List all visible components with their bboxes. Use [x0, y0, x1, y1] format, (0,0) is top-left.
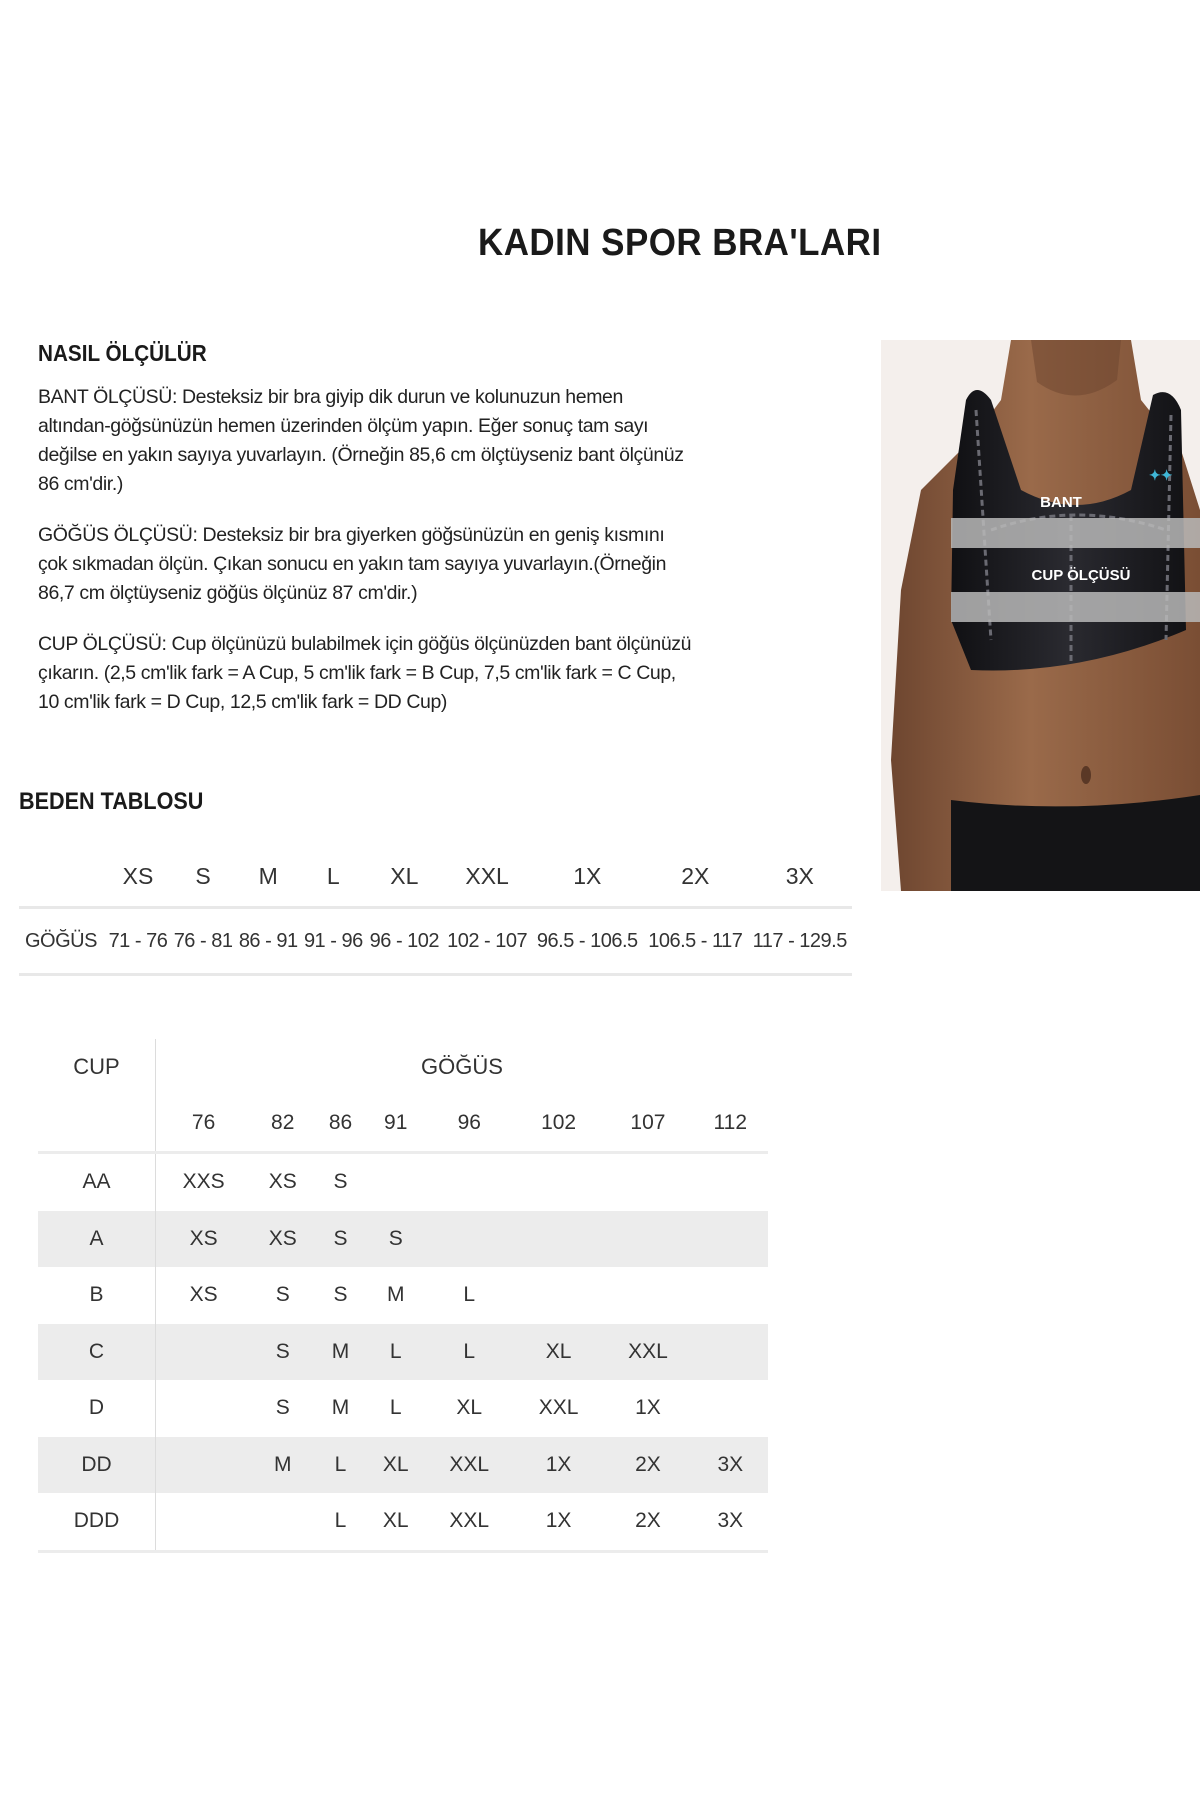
- size-header-cell: XXL: [465, 862, 509, 889]
- bust-measure-description: Desteksiz bir bra giyerken göğsünüzün en geniş kısmını çok sıkmadan ölçün. Çıkan sonucu en yakın tam sayıya yuvarlayın.(Örneğin 86,7 cm ölçtüyseniz göğüs ölçünüz 87 cm'dir.): [38, 524, 667, 604]
- cup-cell: M: [314, 1324, 367, 1381]
- size-row-label: GÖĞÜS: [19, 908, 105, 975]
- cup-cell: 2X: [603, 1437, 692, 1494]
- size-header-row: [19, 846, 852, 908]
- cup-cell: 1X: [514, 1437, 603, 1494]
- cup-measure-bar: [951, 592, 1200, 622]
- cup-cell: [693, 1267, 768, 1324]
- cup-header: CUP: [38, 1039, 156, 1095]
- size-header-cell: 3X: [785, 862, 814, 889]
- cup-row-aa: [38, 1153, 768, 1211]
- cup-cell: M: [386, 1283, 405, 1307]
- band-measure-bar: [951, 518, 1200, 548]
- cup-cell: S: [275, 1396, 290, 1420]
- cup-cell: [156, 1493, 252, 1551]
- size-value-cell: 96 - 102: [366, 908, 443, 975]
- cup-cell: 3X: [693, 1437, 768, 1494]
- bust-measure-text: [38, 521, 698, 608]
- cup-cell: [425, 1153, 514, 1211]
- cup-row-b: [38, 1267, 768, 1324]
- cup-label: DD: [38, 1437, 156, 1494]
- cup-row-a: [38, 1211, 768, 1268]
- cup-label: DDD: [38, 1493, 156, 1551]
- cup-cell: M: [251, 1437, 314, 1494]
- cup-row-c: [38, 1324, 768, 1381]
- cup-cell: XS: [251, 1211, 314, 1268]
- band-measure-label: BANT ÖLÇÜSÜ:: [38, 386, 177, 408]
- cup-cell: S: [367, 1211, 425, 1268]
- cup-cell: [425, 1211, 514, 1268]
- size-value-cell: 106.5 - 117: [643, 908, 747, 975]
- cup-label: A: [38, 1211, 156, 1268]
- cup-cell: S: [251, 1324, 314, 1381]
- cup-cell: M: [331, 1396, 350, 1420]
- bust-value-cell: 76: [156, 1095, 252, 1153]
- cup-cell: XXL: [425, 1493, 514, 1551]
- cup-cell: XS: [189, 1283, 218, 1307]
- cup-cell: S: [333, 1170, 348, 1194]
- bust-values-empty: [38, 1095, 156, 1153]
- photo-band-label: BANT: [1040, 494, 1082, 511]
- cup-cell: 3X: [693, 1493, 768, 1551]
- model-photo: [881, 340, 1200, 891]
- size-value-cell: 102 - 107: [443, 908, 532, 975]
- cup-cell: XS: [268, 1170, 297, 1194]
- cup-cell: L: [389, 1396, 402, 1420]
- cup-cell: [514, 1153, 603, 1211]
- cup-measure-description: Cup ölçünüzü bulabilmek için göğüs ölçünüzden bant ölçünüzü çıkarın. (2,5 cm'lik fark = A Cup, 5 cm'lik fark = B Cup, 7,5 cm'lik fark = C Cup, 10 cm'lik fark = D Cup, 12,5 cm'lik fark = DD Cup): [38, 633, 692, 713]
- band-measure-description: Desteksiz bir bra giyip dik durun ve kolunuzun hemen altından-göğsünüzün hemen üzerinden ölçüm yapın. Eğer sonuç tam sayı değilse en yakın sayıya yuvarlayın. (Örneğin 85,6 cm ölçtüyseniz bant ölçünüz 86 cm'dir.): [38, 386, 684, 495]
- cup-cell: XL: [456, 1396, 483, 1420]
- cup-header-row: [38, 1039, 768, 1095]
- size-header-cell: XS: [122, 862, 154, 889]
- cup-cell: S: [275, 1283, 290, 1307]
- size-header-empty: [19, 846, 105, 908]
- size-value-cell: 96.5 - 106.5: [531, 908, 643, 975]
- cup-label: AA: [38, 1153, 156, 1211]
- bust-value-cell: 86: [314, 1095, 367, 1153]
- cup-cell: 1X: [514, 1493, 603, 1551]
- size-header-cell: M: [258, 862, 278, 889]
- cup-cell: XXL: [425, 1437, 514, 1494]
- page-title: KADIN SPOR BRA'LARI: [478, 222, 882, 264]
- cup-cell: [693, 1153, 768, 1211]
- bust-value-cell: 82: [251, 1095, 314, 1153]
- cup-cell: [514, 1211, 603, 1268]
- size-value-cell: 76 - 81: [171, 908, 236, 975]
- cup-cell: L: [463, 1283, 476, 1307]
- cup-cell: [156, 1380, 252, 1437]
- cup-cell: L: [314, 1493, 367, 1551]
- bust-value-cell: 112: [693, 1095, 768, 1153]
- cup-cell: [156, 1437, 252, 1494]
- size-header-cell: 2X: [681, 862, 710, 889]
- cup-cell: [603, 1211, 692, 1268]
- size-header-cell: 1X: [573, 862, 602, 889]
- cup-cell: XXS: [182, 1170, 225, 1194]
- how-to-measure-section: [38, 340, 698, 739]
- cup-cell: [693, 1324, 768, 1381]
- photo-cup-label: CUP ÖLÇÜSÜ: [1031, 567, 1131, 584]
- cup-label: D: [38, 1380, 156, 1437]
- cup-cell: [156, 1324, 252, 1381]
- cup-row-ddd: [38, 1493, 768, 1551]
- size-value-cell: 71 - 76: [105, 908, 170, 975]
- size-bust-row: [19, 908, 852, 975]
- bust-value-cell: 107: [603, 1095, 692, 1153]
- how-to-heading: NASIL ÖLÇÜLÜR: [38, 340, 207, 366]
- size-value-cell: 91 - 96: [301, 908, 366, 975]
- bust-value-cell: 102: [514, 1095, 603, 1153]
- size-header-cell: S: [195, 862, 211, 889]
- size-table-heading: BEDEN TABLOSU: [19, 788, 204, 815]
- cup-cell: L: [425, 1324, 514, 1381]
- cup-cell: S: [333, 1283, 348, 1307]
- cup-cell: S: [314, 1211, 367, 1268]
- cup-row-d: [38, 1380, 768, 1437]
- bust-value-cell: 91: [367, 1095, 425, 1153]
- cup-cell: L: [367, 1324, 425, 1381]
- bust-values-row: [38, 1095, 768, 1153]
- cup-cell: [251, 1493, 314, 1551]
- band-measure-text: [38, 383, 698, 499]
- cup-cell: 2X: [603, 1493, 692, 1551]
- brand-logo-icon: ✦✦: [1149, 467, 1173, 483]
- size-header-cell: XL: [390, 862, 419, 889]
- cup-label: C: [38, 1324, 156, 1381]
- cup-cell: XL: [367, 1493, 425, 1551]
- bust-value-cell: 96: [425, 1095, 514, 1153]
- cup-cell: [367, 1153, 425, 1211]
- cup-table: [38, 1039, 768, 1553]
- size-header-cell: L: [326, 862, 340, 889]
- cup-cell: [693, 1380, 768, 1437]
- cup-cell: [514, 1267, 603, 1324]
- cup-cell: 1X: [635, 1396, 661, 1420]
- size-table: [19, 846, 852, 976]
- bust-measure-label: GÖĞÜS ÖLÇÜSÜ:: [38, 524, 198, 546]
- cup-cell: [603, 1153, 692, 1211]
- size-value-cell: 117 - 129.5: [748, 908, 852, 975]
- cup-label: B: [38, 1267, 156, 1324]
- cup-cell: XL: [514, 1324, 603, 1381]
- cup-measure-text: [38, 630, 698, 717]
- cup-cell: XS: [156, 1211, 252, 1268]
- cup-cell: [693, 1211, 768, 1268]
- cup-cell: XXL: [603, 1324, 692, 1381]
- cup-measure-label: CUP ÖLÇÜSÜ:: [38, 633, 167, 655]
- size-value-cell: 86 - 91: [236, 908, 301, 975]
- cup-row-dd: [38, 1437, 768, 1494]
- cup-cell: XXL: [538, 1396, 579, 1420]
- bust-header: GÖĞÜS: [421, 1054, 503, 1079]
- model-illustration: [881, 340, 1200, 891]
- cup-cell: XL: [367, 1437, 425, 1494]
- cup-cell: L: [314, 1437, 367, 1494]
- cup-cell: [603, 1267, 692, 1324]
